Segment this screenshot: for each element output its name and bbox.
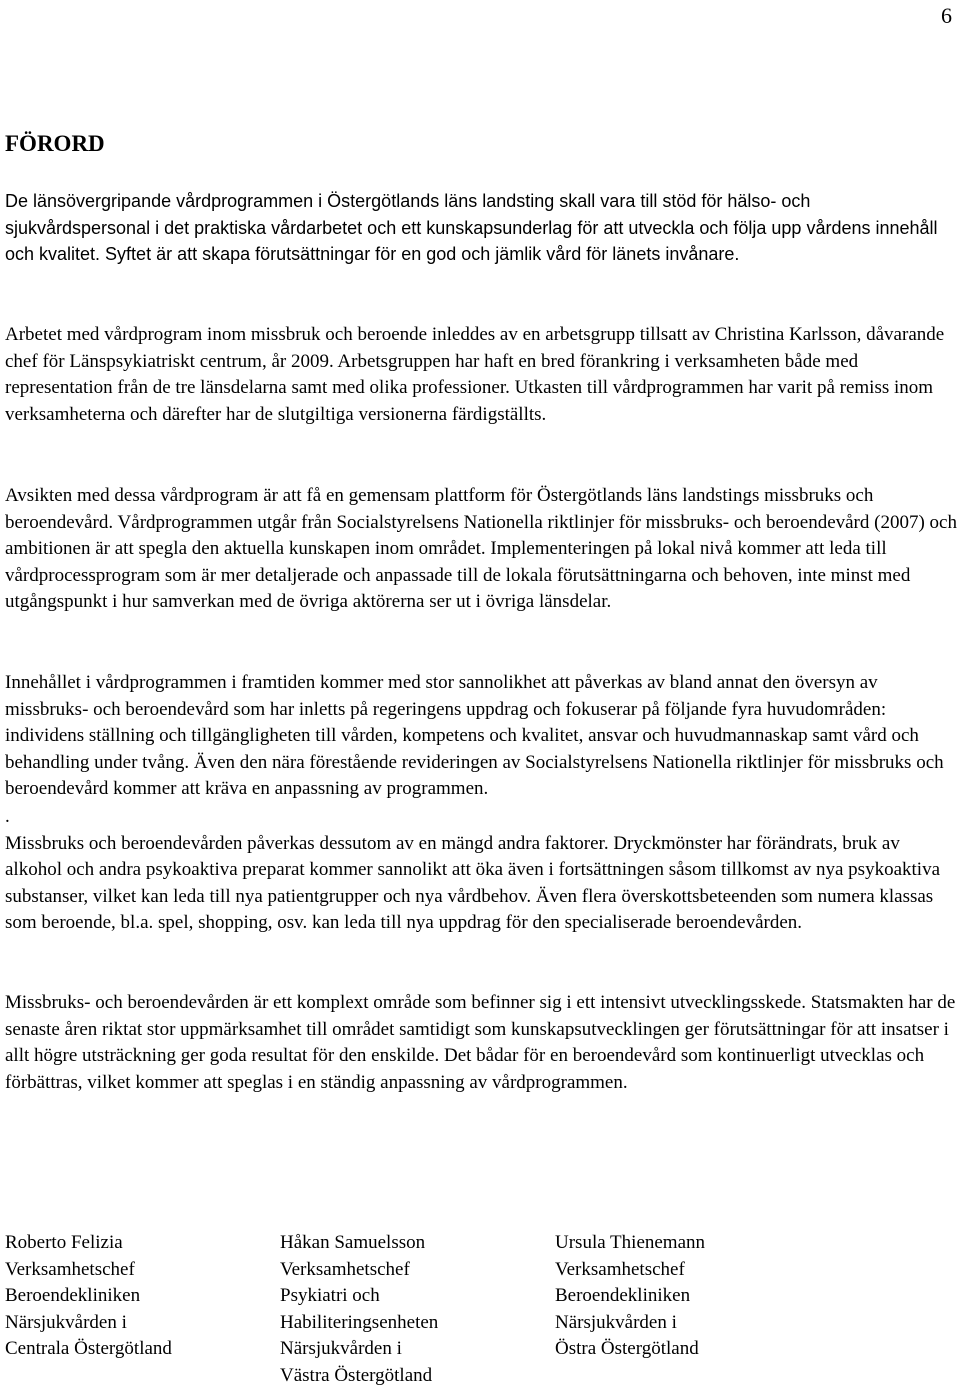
- signatory-unit: Närsjukvården i: [5, 1311, 127, 1333]
- paragraph-intro: De länsövergripande vårdprogrammen i Östergötlands läns landsting skall vara till stöd för hälso- och sjukvårdspersonal i det praktiska vårdarbetet och ett kunskapsunderlag för att utveckla och följa upp vårdens innehåll och kvalitet. Syftet är att skapa förutsättningar för en god och jämlik vård för länets invånare.: [5, 191, 938, 265]
- signatory-unit: Närsjukvården i: [555, 1311, 677, 1333]
- signatory-name: Roberto Felizia: [5, 1232, 123, 1253]
- signatory-title: Verksamhetschef: [280, 1258, 410, 1280]
- paragraph-purpose: Avsikten med dessa vårdprogram är att få en gemensam plattform för Östergötlands läns landstings missbruks och beroendevård. Vårdprogrammen utgår från Socialstyrelsens Nationella riktlinjer för missbruks- och beroendevård (2007) och ambitionen är att spegla den aktuella kunskapen inom området. Implementeringen på lokal nivå kommer att leda till vårdprocessprogram som är mer detaljerade och anpassade till de lokala förutsättningarna och behoven, inte minst med utgångspunkt i hur samverkan med de övriga aktörerna ser ut i övriga länsdelar.: [5, 485, 957, 613]
- signatory-name: Håkan Samuelsson: [280, 1232, 426, 1253]
- signatory-unit: Östra Östergötland: [555, 1338, 699, 1359]
- signatory-title: Verksamhetschef: [555, 1258, 685, 1280]
- signature-block-3: [555, 1230, 825, 1363]
- signatory-name: Ursula Thienemann: [555, 1232, 706, 1253]
- signatory-unit: Närsjukvården i: [280, 1338, 402, 1359]
- page-title: FÖRORD: [5, 131, 105, 156]
- signatory-unit: Västra Östergötland: [280, 1364, 433, 1386]
- signatory-unit: Habiliteringsenheten: [280, 1311, 439, 1333]
- signatory-unit: Beroendekliniken: [555, 1285, 691, 1306]
- signatory-title: Verksamhetschef: [5, 1258, 135, 1280]
- paragraph-working-group: Arbetet med vårdprogram inom missbruk och beroende inleddes av en arbetsgrupp tillsatt av Christina Karlsson, dåvarande chef för Länspsykiatriskt centrum, år 2009. Arbetsgruppen har haft en bred förankring i verksamheten både med representation från de tre länsdelarna samt med olika professioner. Utkasten till vårdprogrammen har varit på remiss inom verksamheterna och därefter har de slutgiltiga versionerna färdigställts.: [5, 324, 945, 425]
- page-number: 6: [941, 3, 952, 28]
- paragraph-other-factors: . Missbruks och beroendevården påverkas dessutom av en mängd andra faktorer. Dryckmönster har förändrats, bruk av alkohol och andra psykoaktiva preparat kommer sannolikt att öka även i fortsättningen såsom tillkomst av nya psykoaktiva substanser, vilket kan leda till nya patientgrupper och nya vårdbehov. Även flera överskottsbeteenden som numera klassas som beroende, bl.a. spel, shopping, osv. kan leda till nya uppdrag för den specialiserade beroendevården.: [5, 806, 940, 934]
- paragraph-future-content: Innehållet i vårdprogrammen i framtiden kommer med stor sannolikhet att påverkas av bland annat den översyn av missbruks- och beroendevård som har inletts på regeringens uppdrag och fokuserar på följande fyra huvudområden: individens ställning och tillgängligheten till vården, kompetens och kvalitet, ansvar och huvudmannaskap samt vård och behandling under tvång. Även den nära förestående revideringen av Socialstyrelsens Nationella riktlinjer för missbruks och beroendevård kommer att kräva en anpassning av programmen.: [5, 672, 944, 800]
- signatory-unit: Centrala Östergötland: [5, 1338, 172, 1359]
- signatory-unit: Beroendekliniken: [5, 1285, 141, 1306]
- signature-block-1: [5, 1230, 275, 1363]
- signatory-unit: Psykiatri och: [280, 1285, 380, 1306]
- signature-block-2: [280, 1230, 550, 1389]
- paragraph-development: Missbruks- och beroendevården är ett komplext område som befinner sig i ett intensivt utvecklingsskede. Statsmakten har de senaste åren riktat stor uppmärksamhet till området samtidigt som kunskapsutvecklingen ger förutsättningar för att insatser i allt högre utsträckning ger goda resultat för den enskilde. Det bådar för en beroendevård som kontinuerligt utvecklas och förbättras, vilket kommer att speglas i en ständig anpassning av vårdprogrammen.: [5, 992, 956, 1093]
